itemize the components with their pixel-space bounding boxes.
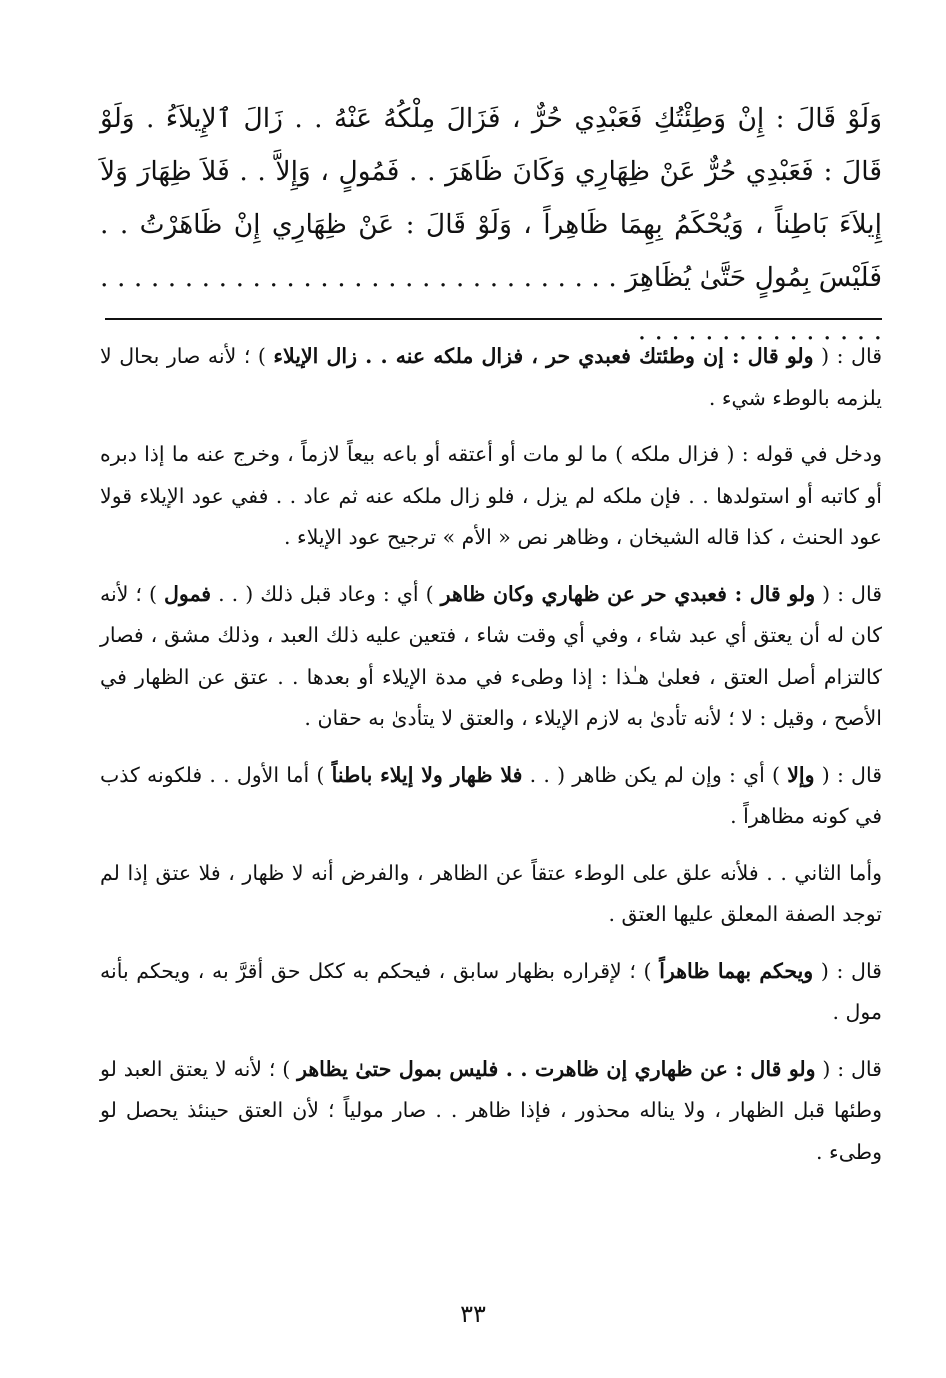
commentary-paragraph-4: قال : ( وإلا ) أي : وإن لم يكن ظاهر ( . . فلا ظهار ولا إيلاء باطناً ) أما الأول . . فلكونه كذب في كونه مظاهراً . bbox=[100, 762, 882, 828]
commentary-paragraph-3: قال : ( ولو قال : فعبدي حر عن ظهاري وكان ظاهر ) أي : وعاد قبل ذلك ( . . فمول ) ؛ لأنه كان له أن يعتق أي عبد شاء ، وفي أي وقت شاء ، فتعين عليه ذلك العبد ، وذلك مشق ، فصار كالتزام أصل العتق ، فعلىٰ هـٰذا : إذا وطىء في مدة الإيلاء أو بعدها . . عتق عن الظهار في الأصح ، وقيل : لا ؛ لأنه تأدىٰ به لازم الإيلاء ، والعتق لا يتأدىٰ به حقان . bbox=[100, 581, 882, 730]
matn-paragraph: وَلَوْ قَالَ : إِنْ وَطِئْتُكِ فَعَبْدِي حُرٌّ ، فَزَالَ مِلْكُهُ عَنْهُ . . زَالَ ٱلإِيلاَءُ . وَلَوْ قَالَ : فَعَبْدِي حُرٌّ عَنْ ظِهَارِي وَكَانَ ظَاهَرَ . . فَمُولٍ ، وَإِلاَّ . . فَلاَ ظِهَارَ وَلاَ إِيلاَءَ بَاطِناً ، وَيُحْكَمُ بِهِمَا ظَاهِراً ، وَلَوْ قَالَ : عَنْ ظِهَارِي إِنْ ظَاهَرْتُ . . فَلَيْسَ بِمُولٍ حَتَّىٰ يُظَاهِرَ . . . . . . . . . . . . . . . . . . . . . . . . . . . . . . . . . . . . . . . . . . . . . . bbox=[100, 103, 882, 346]
commentary-paragraph-2: ودخل في قوله : ( فزال ملكه ) ما لو مات أو أعتقه أو باعه بيعاً لازماً ، وخرج عنه ما إذا دبره أو كاتبه أو استولدها . . فإن ملكه لم يزل ، فلو زال ملكه عنه ثم عاد . . ففي عود الإيلاء قولا عود الحنث ، كذا قاله الشيخان ، وظاهر نص « الأم » ترجيح عود الإيلاء . bbox=[100, 442, 883, 549]
commentary-paragraph-1: قال : ( ولو قال : إن وطئتك فعبدي حر ، فزال ملكه عنه . . زال الإيلاء ) ؛ لأنه صار بحال لا يلزمه بالوطء شيء . bbox=[100, 344, 882, 410]
commentary-block bbox=[100, 336, 882, 1188]
page-number: ٣٣ bbox=[460, 1300, 486, 1328]
commentary-paragraph-5: وأما الثاني . . فلأنه علق على الوطء عتقاً عن الظاهر ، والفرض أنه لا ظهار ، فلا عتق إذا لم توجد الصفة المعلق عليها العتق . bbox=[100, 860, 882, 926]
separator-line bbox=[105, 318, 882, 320]
commentary-paragraph-7: قال : ( ولو قال : عن ظهاري إن ظاهرت . . فليس بمول حتىٰ يظاهر ) ؛ لأنه لا يعتق العبد لو وطئها قبل الظهار ، ولا يناله محذور ، فإذا ظاهر . . صار مولياً ؛ لأن العتق حينئذ يحصل لو وطىء . bbox=[100, 1056, 882, 1164]
commentary-paragraph-6: قال : ( ويحكم بهما ظاهراً ) ؛ لإقراره بظهار سابق ، فيحكم به ككل حق أقرَّ به ، ويحكم بأنه مول . bbox=[100, 958, 882, 1024]
